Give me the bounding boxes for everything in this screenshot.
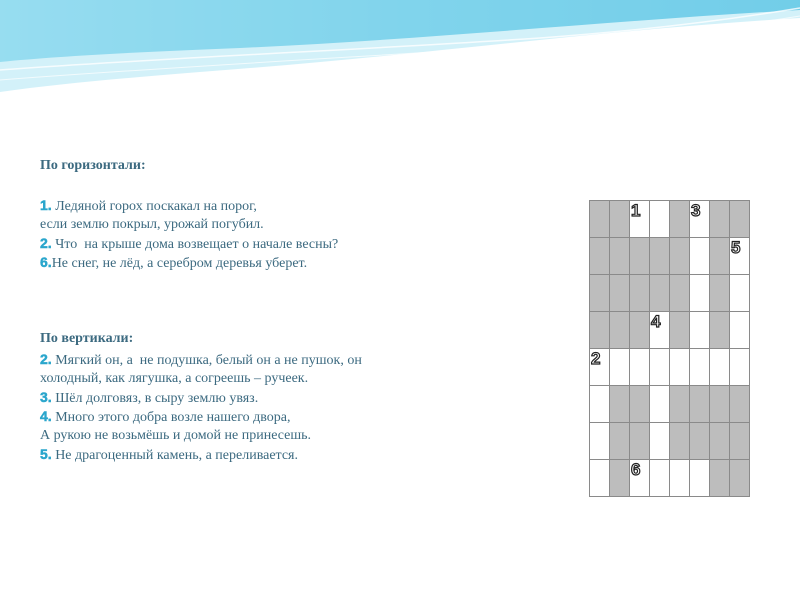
blocked-cell xyxy=(630,238,650,275)
clue-line xyxy=(40,388,510,408)
clue-number: 2. xyxy=(40,351,52,367)
decorative-wave-header xyxy=(0,0,800,95)
crossword-grid xyxy=(589,200,750,497)
cell-number: 5 xyxy=(731,238,741,257)
blocked-cell xyxy=(610,201,630,238)
grid-row xyxy=(590,423,750,460)
clue-line xyxy=(40,407,510,427)
letter-cell[interactable] xyxy=(690,312,710,349)
grid-row xyxy=(590,386,750,423)
letter-cell[interactable] xyxy=(670,460,690,497)
blocked-cell xyxy=(610,460,630,497)
clue-text: Не драгоценный камень, а переливается. xyxy=(51,448,298,463)
clue-line xyxy=(40,350,510,370)
blocked-cell xyxy=(710,423,730,460)
letter-cell[interactable] xyxy=(730,349,750,386)
clue-text: холодный, как лягушка, а согреешь – ручеек. xyxy=(40,371,309,386)
letter-cell[interactable] xyxy=(650,423,670,460)
letter-cell[interactable] xyxy=(630,460,650,497)
letter-cell[interactable] xyxy=(690,275,710,312)
clue-line xyxy=(40,445,510,465)
clue-line xyxy=(40,234,510,254)
letter-cell[interactable] xyxy=(690,460,710,497)
blocked-cell xyxy=(730,201,750,238)
letter-cell[interactable] xyxy=(690,238,710,275)
blocked-cell xyxy=(590,201,610,238)
blocked-cell xyxy=(650,275,670,312)
blocked-cell xyxy=(610,275,630,312)
letter-cell[interactable] xyxy=(690,201,710,238)
clue-text: Много этого добра возле нашего двора, xyxy=(51,410,291,425)
blocked-cell xyxy=(590,312,610,349)
blocked-cell xyxy=(690,386,710,423)
down-heading: По вертикали: xyxy=(40,331,134,346)
blocked-cell xyxy=(630,423,650,460)
letter-cell[interactable] xyxy=(690,349,710,386)
cell-number: 3 xyxy=(691,201,701,220)
blocked-cell xyxy=(730,460,750,497)
clue-number: 2. xyxy=(40,235,52,251)
clue-text: если землю покрыл, урожай погубил. xyxy=(40,217,264,232)
blocked-cell xyxy=(610,312,630,349)
grid-row xyxy=(590,238,750,275)
blocked-cell xyxy=(590,238,610,275)
blocked-cell xyxy=(630,386,650,423)
blocked-cell xyxy=(710,312,730,349)
blocked-cell xyxy=(730,423,750,460)
blocked-cell xyxy=(610,423,630,460)
clue-line xyxy=(40,196,510,216)
clue-number: 3. xyxy=(40,389,52,405)
grid-row xyxy=(590,349,750,386)
letter-cell[interactable] xyxy=(650,460,670,497)
blocked-cell xyxy=(710,460,730,497)
cell-number: 4 xyxy=(651,312,661,331)
letter-cell[interactable] xyxy=(630,349,650,386)
cell-number: 1 xyxy=(631,201,641,220)
blocked-cell xyxy=(670,201,690,238)
letter-cell[interactable] xyxy=(610,349,630,386)
clue-text: Не снег, не лёд, а серебром деревья уберет. xyxy=(51,256,308,271)
letter-cell[interactable] xyxy=(630,201,650,238)
letter-cell[interactable] xyxy=(710,349,730,386)
clue-line xyxy=(40,369,510,388)
blocked-cell xyxy=(610,386,630,423)
grid-row xyxy=(590,312,750,349)
grid-row xyxy=(590,275,750,312)
clue-number: 4. xyxy=(40,408,52,424)
letter-cell[interactable] xyxy=(730,275,750,312)
cell-number: 6 xyxy=(631,460,641,479)
clue-number: 5. xyxy=(40,446,52,462)
blocked-cell xyxy=(630,275,650,312)
clue-text: А рукою не возьмёшь и домой не принесешь. xyxy=(40,428,312,443)
clue-line xyxy=(40,215,510,234)
letter-cell[interactable] xyxy=(650,386,670,423)
letter-cell[interactable] xyxy=(650,312,670,349)
letter-cell[interactable] xyxy=(650,201,670,238)
blocked-cell xyxy=(690,423,710,460)
blocked-cell xyxy=(670,386,690,423)
blocked-cell xyxy=(670,275,690,312)
letter-cell[interactable] xyxy=(590,349,610,386)
blocked-cell xyxy=(710,275,730,312)
blocked-cell xyxy=(670,312,690,349)
across-heading: По горизонтали: xyxy=(40,158,146,173)
cell-number: 2 xyxy=(591,349,601,368)
clue-text: Мягкий он, а не подушка, белый он а не пушок, он xyxy=(51,353,362,368)
blocked-cell xyxy=(710,386,730,423)
blocked-cell xyxy=(710,201,730,238)
letter-cell[interactable] xyxy=(590,423,610,460)
clue-number: 6. xyxy=(40,254,52,270)
clue-text: Ледяной горох поскакал на порог, xyxy=(51,199,257,214)
letter-cell[interactable] xyxy=(590,460,610,497)
blocked-cell xyxy=(650,238,670,275)
clue-line xyxy=(40,253,510,273)
clue-text: Что на крыше дома возвещает о начале весны? xyxy=(51,237,339,252)
blocked-cell xyxy=(610,238,630,275)
grid-row xyxy=(590,201,750,238)
blocked-cell xyxy=(590,275,610,312)
clue-text: Шёл долговяз, в сыру землю увяз. xyxy=(51,391,259,406)
letter-cell[interactable] xyxy=(650,349,670,386)
letter-cell[interactable] xyxy=(730,238,750,275)
letter-cell[interactable] xyxy=(670,349,690,386)
blocked-cell xyxy=(670,423,690,460)
blocked-cell xyxy=(630,312,650,349)
clue-line xyxy=(40,426,510,445)
letter-cell[interactable] xyxy=(590,386,610,423)
letter-cell[interactable] xyxy=(730,312,750,349)
blocked-cell xyxy=(670,238,690,275)
blocked-cell xyxy=(710,238,730,275)
grid-row xyxy=(590,460,750,497)
clue-number: 1. xyxy=(40,197,52,213)
blocked-cell xyxy=(730,386,750,423)
